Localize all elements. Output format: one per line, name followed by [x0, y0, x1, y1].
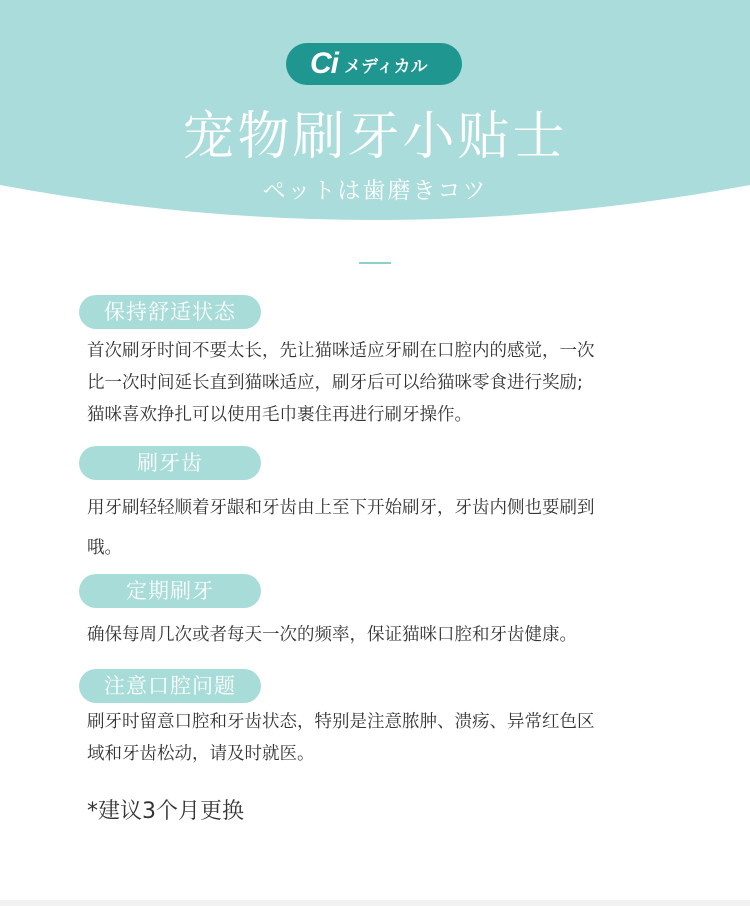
- section-line: 哦。: [87, 538, 122, 558]
- section-line: 比一次时间延长直到猫咪适应，刷牙后可以给猫咪零食进行奖励;: [87, 373, 583, 393]
- page-title: 宠物刷牙小贴士: [182, 107, 568, 167]
- header-banner: [0, 0, 750, 230]
- section-body-oral-issues: [87, 706, 687, 770]
- replacement-footnote: *建议3个月更换: [87, 799, 244, 824]
- section-label-regular: 定期刷牙: [79, 574, 261, 608]
- section-label-oral-issues: 注意口腔问题: [79, 669, 261, 703]
- section-label-comfort: 保持舒适状态: [79, 295, 261, 329]
- logo-text: メディカル: [344, 56, 428, 77]
- section-line: 用牙刷轻轻顺着牙龈和牙齿由上至下开始刷牙，牙齿内侧也要刷到: [87, 498, 595, 518]
- page-subtitle: ペットは歯磨きコツ: [262, 178, 488, 204]
- brand-logo: [286, 43, 462, 85]
- section-label-brushing: 刷牙齿: [79, 446, 261, 480]
- bottom-border: [0, 900, 750, 906]
- logo-mark: Ci: [310, 47, 338, 80]
- section-line: 首次刷牙时间不要太长，先让猫咪适应牙刷在口腔内的感觉，一次: [87, 341, 595, 361]
- section-line: 猫咪喜欢挣扎可以使用毛巾裹住再进行刷牙操作。: [87, 405, 472, 425]
- section-body-regular: [87, 619, 687, 651]
- section-line: 确保每周几次或者每天一次的频率，保证猫咪口腔和牙齿健康。: [87, 625, 577, 645]
- section-line: 域和牙齿松动，请及时就医。: [87, 744, 315, 764]
- section-line: 刷牙时留意口腔和牙齿状态，特别是注意脓肿、溃疡、异常红色区: [87, 712, 595, 732]
- title-divider: [359, 262, 391, 264]
- section-body-brushing: [87, 488, 687, 568]
- section-body-comfort: [87, 335, 687, 431]
